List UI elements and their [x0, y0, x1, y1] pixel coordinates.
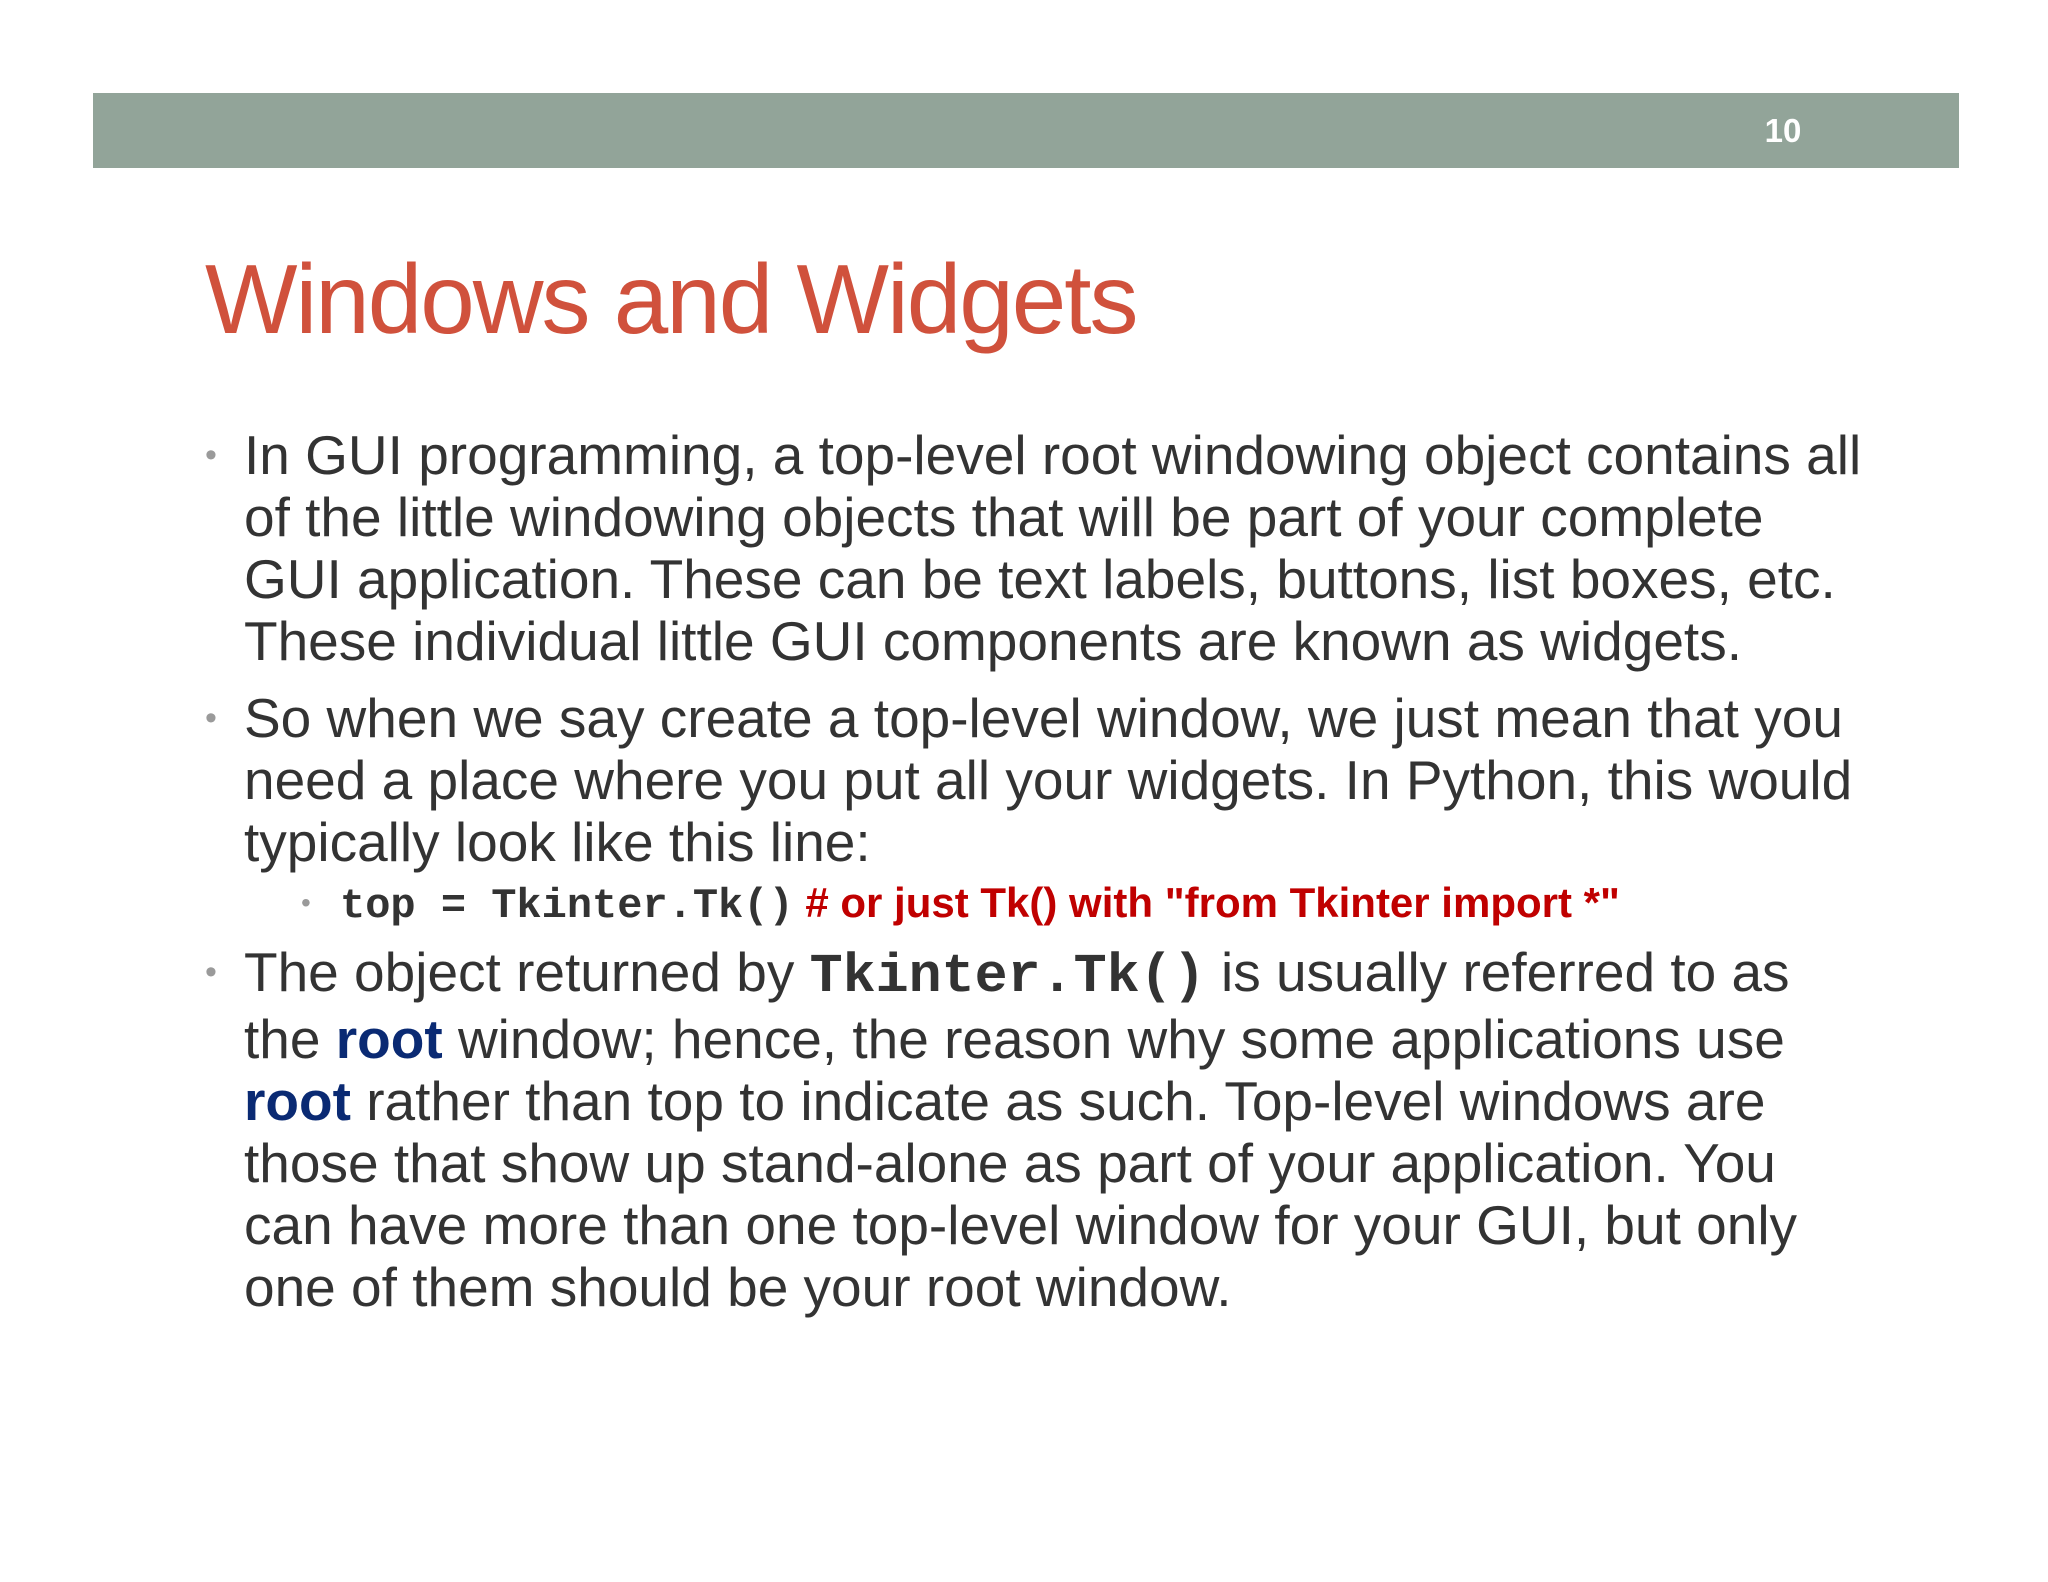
header-bar — [93, 93, 1959, 168]
bullet-dot-icon: • — [301, 887, 311, 918]
bullet-dot-icon: • — [205, 699, 217, 737]
slide-content — [205, 424, 1865, 1333]
bullet-text: In GUI programming, a top-level root windowing object contains all of the little windowing objects that will be part of your complete GUI application. These can be text labels, buttons, list boxes, etc. These individual little GUI components are known as widgets. — [244, 424, 1862, 672]
bullet-text: is usually referred to as the — [244, 941, 1790, 1070]
code-comment: # or just Tk() with "from Tkinter import *" — [805, 879, 1620, 926]
inline-code: Tkinter.Tk() — [809, 945, 1206, 1008]
bullet-text: window; hence, the reason why some applications use — [442, 1008, 1785, 1070]
bullet-item — [205, 941, 1865, 1318]
root-keyword: root — [335, 1008, 443, 1070]
slide-title: Windows and Widgets — [205, 244, 1137, 354]
sub-bullet-item — [301, 878, 1865, 931]
bullet-dot-icon: • — [205, 436, 217, 474]
code-snippet: top = Tkinter.Tk() — [340, 882, 794, 930]
bullet-text: rather than top to indicate as such. Top-level windows are those that show up stand-alone as part of your application. You can have more than one top-level window for your GUI, but only one of them should be your root window. — [244, 1070, 1798, 1318]
bullet-dot-icon: • — [205, 953, 217, 991]
bullet-item — [205, 687, 1865, 873]
bullet-text: The object returned by — [244, 941, 810, 1003]
slide-number: 10 — [1764, 112, 1802, 149]
root-keyword: root — [244, 1070, 351, 1132]
bullet-text: So when we say create a top-level window, we just mean that you need a place where you put all your widgets. In Python, this would typically look like this line: — [244, 687, 1853, 873]
bullet-item — [205, 424, 1865, 672]
